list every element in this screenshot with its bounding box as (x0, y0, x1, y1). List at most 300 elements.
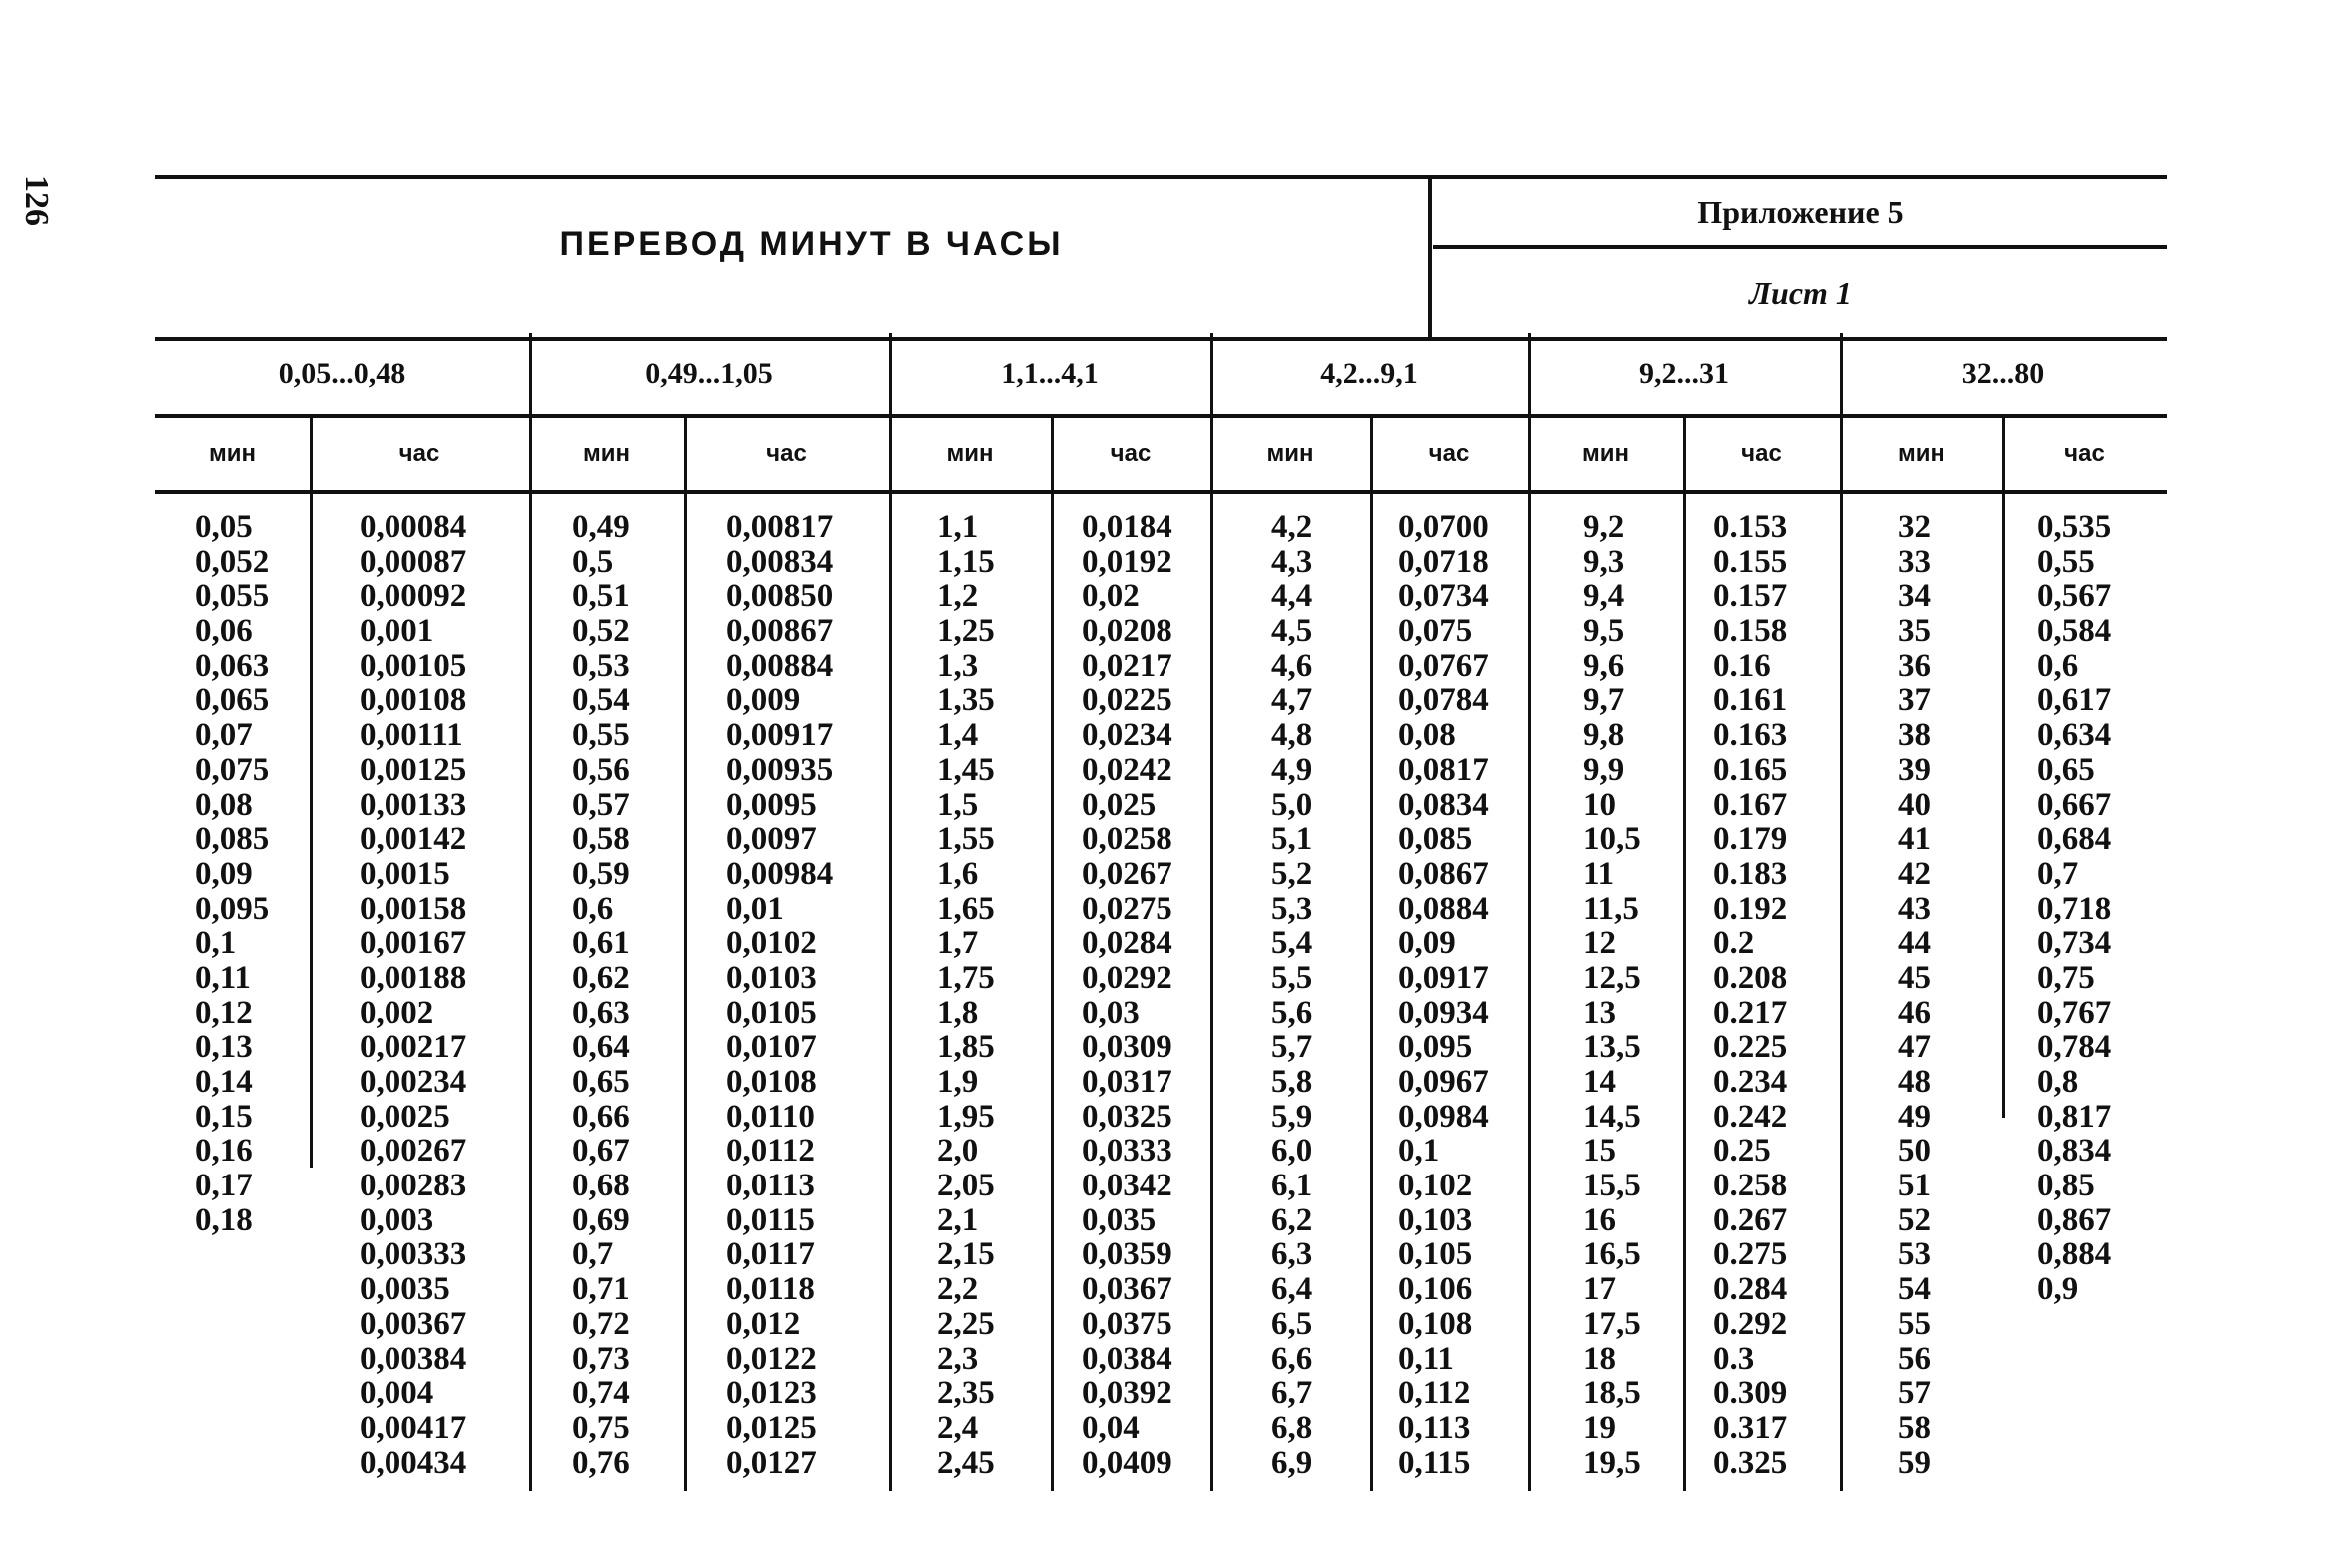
table-cell: 0,0367 (1082, 1271, 1172, 1308)
table-cell: 51 (1898, 1168, 1931, 1204)
table-cell: 0,55 (2037, 543, 2095, 580)
table-cell: 0,102 (1398, 1168, 1473, 1204)
table-cell: 0.217 (1713, 994, 1788, 1031)
table-cell: 0,00234 (360, 1064, 467, 1100)
table-cell: 5,8 (1271, 1064, 1313, 1100)
table-cell: 0,73 (572, 1340, 630, 1377)
unit-label-min: мин (1266, 440, 1314, 467)
table-cell: 0,009 (726, 682, 801, 719)
unit-label-min: мин (208, 440, 256, 467)
table-cell: 10 (1583, 786, 1616, 823)
unit-label-min: мин (582, 440, 630, 467)
table-cell: 1,4 (937, 717, 979, 754)
table-cell: 59 (1898, 1444, 1931, 1481)
column-divider (310, 418, 313, 1168)
table-cell: 6,1 (1271, 1168, 1313, 1204)
unit-label-hour: час (1428, 440, 1470, 467)
table-cell: 2,35 (937, 1375, 995, 1412)
table-cell: 0.275 (1713, 1236, 1788, 1273)
table-cell: 0,113 (1398, 1409, 1471, 1446)
table-cell: 0,00267 (360, 1133, 467, 1170)
table-cell: 0,115 (1398, 1444, 1471, 1481)
table-cell: 6,6 (1271, 1340, 1313, 1377)
table-cell: 0,095 (1398, 1029, 1473, 1066)
table-cell: 48 (1898, 1064, 1931, 1100)
table-cell: 6,5 (1271, 1305, 1313, 1342)
table-cell: 1,3 (937, 647, 979, 684)
table-cell: 4,3 (1271, 543, 1313, 580)
table-cell: 0,63 (572, 994, 630, 1031)
table-cell: 0.317 (1713, 1409, 1788, 1446)
column-divider (889, 333, 892, 1491)
table-cell: 0,75 (2037, 959, 2095, 996)
table-cell: 1,85 (937, 1029, 995, 1066)
table-cell: 0,103 (1398, 1201, 1473, 1238)
table-cell: 9,3 (1583, 543, 1625, 580)
table-cell: 0.161 (1713, 682, 1788, 719)
column-divider (1840, 333, 1843, 1491)
table-cell: 4,2 (1271, 509, 1313, 545)
table-cell: 0,0718 (1398, 543, 1489, 580)
table-cell: 0,052 (195, 543, 270, 580)
hour-column-5 (1713, 510, 1787, 1480)
table-cell: 0,74 (572, 1375, 630, 1412)
table-cell: 0,0867 (1398, 855, 1489, 892)
table-cell: 2,2 (937, 1271, 979, 1308)
table-cell: 0,00158 (360, 890, 467, 927)
table-cell: 2,4 (937, 1409, 979, 1446)
table-cell: 0,01 (726, 890, 784, 927)
table-cell: 0,5 (572, 543, 614, 580)
table-cell: 0,57 (572, 786, 630, 823)
table-cell: 0.3 (1713, 1340, 1755, 1377)
unit-header-row (155, 418, 2167, 494)
table-cell: 4,6 (1271, 647, 1313, 684)
table-cell: 0,075 (195, 751, 270, 788)
table-cell: 0,584 (2037, 613, 2112, 650)
table-cell: 6,0 (1271, 1133, 1313, 1170)
min-column-4 (1271, 510, 1312, 1480)
table-cell: 0.25 (1713, 1133, 1771, 1170)
table-cell: 0,52 (572, 613, 630, 650)
table-cell: 0,71 (572, 1271, 630, 1308)
table-cell: 1,55 (937, 821, 995, 858)
table-cell: 0.183 (1713, 855, 1788, 892)
table-cell: 0.2 (1713, 925, 1755, 962)
table-cell: 0.208 (1713, 959, 1788, 996)
table-cell: 0,0035 (360, 1271, 450, 1308)
hour-column-6 (2037, 510, 2111, 1307)
title-cell (155, 179, 1432, 337)
table-cell: 0,65 (2037, 751, 2095, 788)
table-cell: 6,3 (1271, 1236, 1313, 1273)
table-cell: 0,09 (195, 855, 253, 892)
min-column-3 (937, 510, 995, 1480)
table-cell: 0,0103 (726, 959, 817, 996)
table-cell: 12,5 (1583, 959, 1641, 996)
table-cell: 0,00087 (360, 543, 467, 580)
table-cell: 0,734 (2037, 925, 2112, 962)
table-cell: 45 (1898, 959, 1931, 996)
table-cell: 0,0105 (726, 994, 817, 1031)
table-cell: 0,15 (195, 1098, 253, 1135)
table-cell: 0,0110 (726, 1098, 815, 1135)
table-cell: 0,001 (360, 613, 434, 650)
table-cell: 6,8 (1271, 1409, 1313, 1446)
range-header-row (155, 333, 2167, 418)
table-cell: 0,8 (2037, 1064, 2079, 1100)
table-cell: 1,95 (937, 1098, 995, 1135)
table-cell: 0,002 (360, 994, 434, 1031)
table-cell: 0,00333 (360, 1236, 467, 1273)
table-cell: 0,767 (2037, 994, 2112, 1031)
table-cell: 0,54 (572, 682, 630, 719)
table-cell: 56 (1898, 1340, 1931, 1377)
table-cell: 4,5 (1271, 613, 1313, 650)
table-cell: 2,1 (937, 1201, 979, 1238)
table-cell: 15,5 (1583, 1168, 1641, 1204)
table-cell: 16 (1583, 1201, 1616, 1238)
table-cell: 11,5 (1583, 890, 1639, 927)
table-cell: 0,08 (1398, 717, 1456, 754)
table-cell: 47 (1898, 1029, 1931, 1066)
sheet-label: Лист 1 (1749, 274, 1852, 311)
hour-column-2 (726, 510, 833, 1480)
table-cell: 0,85 (2037, 1168, 2095, 1204)
table-cell: 2,15 (937, 1236, 995, 1273)
table-cell: 34 (1898, 578, 1931, 615)
table-cell: 19,5 (1583, 1444, 1641, 1481)
table-cell: 0,13 (195, 1029, 253, 1066)
table-cell: 0.179 (1713, 821, 1788, 858)
table-cell: 0,634 (2037, 717, 2112, 754)
table-cell: 16,5 (1583, 1236, 1641, 1273)
table-cell: 0,76 (572, 1444, 630, 1481)
table-cell: 9,7 (1583, 682, 1625, 719)
table-cell: 0,0734 (1398, 578, 1489, 615)
table-cell: 0,00935 (726, 751, 834, 788)
table-cell: 0,0384 (1082, 1340, 1172, 1377)
table-cell: 0,58 (572, 821, 630, 858)
table-cell: 0,08 (195, 786, 253, 823)
table-cell: 0,00111 (360, 717, 463, 754)
table-cell: 0,025 (1082, 786, 1157, 823)
hour-column-3 (1082, 510, 1172, 1480)
table-cell: 0,012 (726, 1305, 801, 1342)
table-cell: 0.225 (1713, 1029, 1788, 1066)
table-cell: 0,00884 (726, 647, 834, 684)
table-cell: 0,0784 (1398, 682, 1489, 719)
table-cell: 0,718 (2037, 890, 2112, 927)
table-cell: 0.267 (1713, 1201, 1788, 1238)
table-cell: 0,0102 (726, 925, 817, 962)
table-cell: 0,00417 (360, 1409, 467, 1446)
table-cell: 19 (1583, 1409, 1616, 1446)
table-cell: 41 (1898, 821, 1931, 858)
range-label-3: 1,1...4,1 (1001, 357, 1099, 390)
table-cell: 9,8 (1583, 717, 1625, 754)
table-cell: 6,7 (1271, 1375, 1313, 1412)
table-cell: 37 (1898, 682, 1931, 719)
table-cell: 9,4 (1583, 578, 1625, 615)
table-cell: 1,7 (937, 925, 979, 962)
appendix-label: Приложение 5 (1433, 179, 2167, 249)
table-cell: 0.158 (1713, 613, 1788, 650)
min-column-1 (195, 510, 269, 1237)
table-cell: 42 (1898, 855, 1931, 892)
table-cell: 0,0025 (360, 1098, 450, 1135)
table-cell: 0,0118 (726, 1271, 815, 1308)
table-cell: 0,0325 (1082, 1098, 1172, 1135)
table-cell: 0,1 (1398, 1133, 1440, 1170)
table-cell: 0,72 (572, 1305, 630, 1342)
table-cell: 5,0 (1271, 786, 1313, 823)
table-cell: 0.284 (1713, 1271, 1788, 1308)
table-cell: 0,04 (1082, 1409, 1140, 1446)
table-cell: 0,64 (572, 1029, 630, 1066)
table-cell: 18,5 (1583, 1375, 1641, 1412)
table-cell: 0,69 (572, 1201, 630, 1238)
table-cell: 0,867 (2037, 1201, 2112, 1238)
table-cell: 35 (1898, 613, 1931, 650)
hour-column-4 (1398, 510, 1489, 1480)
table-cell: 0,0192 (1082, 543, 1172, 580)
range-label-4: 4,2...9,1 (1320, 357, 1418, 390)
table-cell: 0,0767 (1398, 647, 1489, 684)
table-cell: 0,0242 (1082, 751, 1172, 788)
table-cell: 0,0107 (726, 1029, 817, 1066)
table-cell: 0,00188 (360, 959, 467, 996)
table-cell: 0,75 (572, 1409, 630, 1446)
table-cell: 17,5 (1583, 1305, 1641, 1342)
table-cell: 0,063 (195, 647, 270, 684)
table-cell: 0.16 (1713, 647, 1771, 684)
table-cell: 0.242 (1713, 1098, 1788, 1135)
table-cell: 11 (1583, 855, 1615, 892)
table-cell: 0,18 (195, 1201, 253, 1238)
table-cell: 0,0284 (1082, 925, 1172, 962)
table-cell: 0,9 (2037, 1271, 2079, 1308)
table-cell: 0,7 (572, 1236, 614, 1273)
table-cell: 0,00817 (726, 509, 834, 545)
table-cell: 54 (1898, 1271, 1931, 1308)
table-cell: 0,51 (572, 578, 630, 615)
table-cell: 0,05 (195, 509, 253, 545)
table-cell: 0,61 (572, 925, 630, 962)
table-cell: 0,14 (195, 1064, 253, 1100)
table-cell: 36 (1898, 647, 1931, 684)
table-cell: 0,17 (195, 1168, 253, 1204)
min-column-5 (1583, 510, 1641, 1480)
table-cell: 0,00367 (360, 1305, 467, 1342)
table-cell: 0,784 (2037, 1029, 2112, 1066)
table-cell: 0,00133 (360, 786, 467, 823)
table-cell: 5,5 (1271, 959, 1313, 996)
table-cell: 0,0234 (1082, 717, 1172, 754)
table-cell: 0,085 (195, 821, 270, 858)
table-cell: 1,45 (937, 751, 995, 788)
table-cell: 0,00084 (360, 509, 467, 545)
table-cell: 9,2 (1583, 509, 1625, 545)
table-cell: 0,12 (195, 994, 253, 1031)
table-cell: 0,0127 (726, 1444, 817, 1481)
table-cell: 0,66 (572, 1098, 630, 1135)
table-cell: 0,105 (1398, 1236, 1473, 1273)
table-cell: 58 (1898, 1409, 1931, 1446)
table-cell: 4,4 (1271, 578, 1313, 615)
table-cell: 0.153 (1713, 509, 1788, 545)
table-cell: 0,0097 (726, 821, 817, 858)
table-cell: 9,9 (1583, 751, 1625, 788)
min-column-2 (572, 510, 630, 1480)
table-cell: 2,3 (937, 1340, 979, 1377)
table-cell: 0,667 (2037, 786, 2112, 823)
table-cell: 0,055 (195, 578, 270, 615)
table-cell: 0,7 (2037, 855, 2079, 892)
table-cell: 0,55 (572, 717, 630, 754)
table-cell: 0,6 (572, 890, 614, 927)
table-cell: 0.163 (1713, 717, 1788, 754)
table-cell: 0,59 (572, 855, 630, 892)
unit-label-min: мин (946, 440, 994, 467)
table-cell: 0,65 (572, 1064, 630, 1100)
table-cell: 0,0015 (360, 855, 450, 892)
table-cell: 0,065 (195, 682, 270, 719)
range-label-6: 32...80 (1961, 357, 2045, 390)
table-cell: 49 (1898, 1098, 1931, 1135)
table-cell: 0,11 (1398, 1340, 1454, 1377)
table-cell: 0,00105 (360, 647, 467, 684)
table-cell: 0,0113 (726, 1168, 815, 1204)
hour-column-1 (360, 510, 466, 1480)
table-cell: 40 (1898, 786, 1931, 823)
table-cell: 52 (1898, 1201, 1931, 1238)
table-cell: 0,00984 (726, 855, 834, 892)
table-cell: 0,0317 (1082, 1064, 1172, 1100)
table-cell: 0,684 (2037, 821, 2112, 858)
table-cell: 0,49 (572, 509, 630, 545)
table-cell: 0,0984 (1398, 1098, 1489, 1135)
table-cell: 1,65 (937, 890, 995, 927)
range-label-2: 0,49...1,05 (645, 357, 773, 390)
table-cell: 0,0117 (726, 1236, 815, 1273)
table-cell: 0,0917 (1398, 959, 1489, 996)
column-divider (1528, 333, 1531, 1491)
table-cell: 0,075 (1398, 613, 1473, 650)
table-cell: 0,07 (195, 717, 253, 754)
unit-label-min: мин (1581, 440, 1629, 467)
table-cell: 2,05 (937, 1168, 995, 1204)
table-cell: 0,0267 (1082, 855, 1172, 892)
table-cell: 10,5 (1583, 821, 1641, 858)
table-cell: 5,3 (1271, 890, 1313, 927)
table-cell: 0,0392 (1082, 1375, 1172, 1412)
range-label-1: 0,05...0,48 (278, 357, 406, 390)
table-cell: 0.292 (1713, 1305, 1788, 1342)
table-cell: 2,0 (937, 1133, 979, 1170)
table-cell: 0.234 (1713, 1064, 1788, 1100)
table-cell: 0,16 (195, 1133, 253, 1170)
table-cell: 17 (1583, 1271, 1616, 1308)
min-column-6 (1898, 510, 1931, 1480)
table-cell: 0,02 (1082, 578, 1140, 615)
table-cell: 5,1 (1271, 821, 1313, 858)
unit-label-hour: час (398, 440, 440, 467)
table-cell: 0,0700 (1398, 509, 1489, 545)
table-cell: 0,00867 (726, 613, 834, 650)
table-cell: 43 (1898, 890, 1931, 927)
table-cell: 0,0115 (726, 1201, 815, 1238)
table-cell: 1,5 (937, 786, 979, 823)
table-cell: 0,0934 (1398, 994, 1489, 1031)
table-cell: 0,0292 (1082, 959, 1172, 996)
table-cell: 0,00142 (360, 821, 467, 858)
table-cell: 0,0108 (726, 1064, 817, 1100)
table-cell: 1,9 (937, 1064, 979, 1100)
table-cell: 38 (1898, 717, 1931, 754)
table-cell: 0,0409 (1082, 1444, 1172, 1481)
table-cell: 0,0834 (1398, 786, 1489, 823)
unit-label-min: мин (1897, 440, 1944, 467)
unit-label-hour: час (2064, 440, 2105, 467)
table-cell: 0,0333 (1082, 1133, 1172, 1170)
table-cell: 1,8 (937, 994, 979, 1031)
table-cell: 12 (1583, 925, 1616, 962)
table-cell: 0,0095 (726, 786, 817, 823)
table-cell: 39 (1898, 751, 1931, 788)
table-cell: 0,004 (360, 1375, 434, 1412)
table-cell: 13,5 (1583, 1029, 1641, 1066)
table-header (155, 175, 2167, 341)
table-cell: 6,4 (1271, 1271, 1313, 1308)
table-cell: 15 (1583, 1133, 1616, 1170)
table-cell: 0,00384 (360, 1340, 467, 1377)
table-cell: 0,6 (2037, 647, 2079, 684)
table-cell: 0.165 (1713, 751, 1788, 788)
table-cell: 57 (1898, 1375, 1931, 1412)
table-cell: 13 (1583, 994, 1616, 1031)
table-cell: 0,0375 (1082, 1305, 1172, 1342)
column-divider (1683, 418, 1686, 1491)
table-cell: 5,2 (1271, 855, 1313, 892)
table-cell: 0,112 (1398, 1375, 1471, 1412)
table-cell: 0,00092 (360, 578, 467, 615)
table-cell: 0,00850 (726, 578, 834, 615)
page-number: 126 (18, 175, 55, 226)
table-cell: 0,00167 (360, 925, 467, 962)
table-cell: 0,834 (2037, 1133, 2112, 1170)
table-cell: 0,085 (1398, 821, 1473, 858)
table-cell: 0,0817 (1398, 751, 1489, 788)
table-cell: 1,15 (937, 543, 995, 580)
table-cell: 1,1 (937, 509, 979, 545)
table-cell: 0,0967 (1398, 1064, 1489, 1100)
table-cell: 0,00283 (360, 1168, 467, 1204)
table-cell: 0,03 (1082, 994, 1140, 1031)
table-cell: 0,1 (195, 925, 237, 962)
table-cell: 0,09 (1398, 925, 1456, 962)
table-cell: 5,7 (1271, 1029, 1313, 1066)
range-label-5: 9,2...31 (1639, 357, 1729, 390)
column-divider (529, 333, 532, 1491)
table-cell: 0,0184 (1082, 509, 1172, 545)
table-cell: 4,8 (1271, 717, 1313, 754)
table-cell: 0,53 (572, 647, 630, 684)
table-cell: 0.167 (1713, 786, 1788, 823)
column-divider (1051, 418, 1054, 1491)
table-cell: 0,56 (572, 751, 630, 788)
table-cell: 5,4 (1271, 925, 1313, 962)
